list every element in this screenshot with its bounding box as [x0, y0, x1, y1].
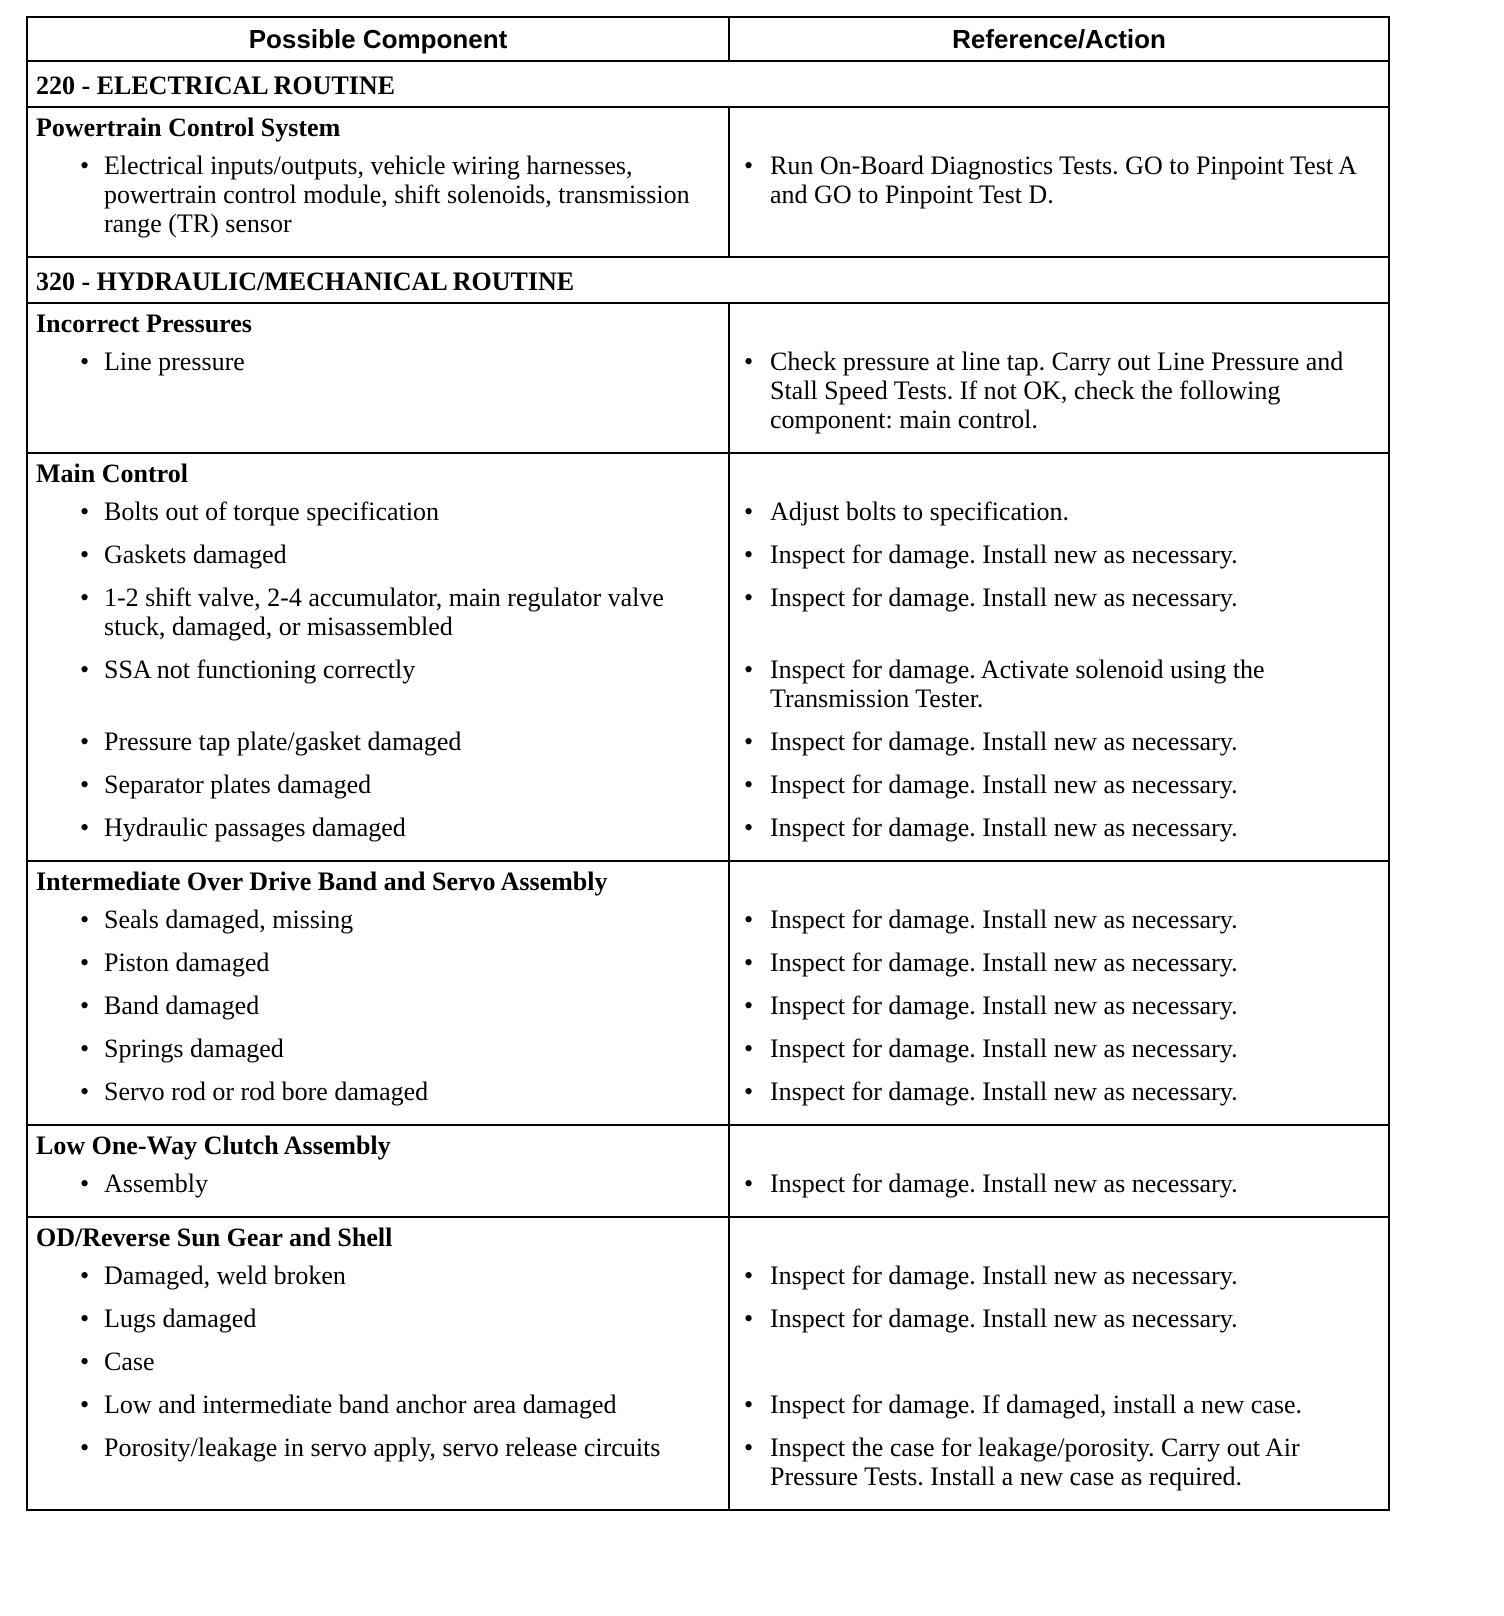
routine-heading: 320 - HYDRAULIC/MECHANICAL ROUTINE	[27, 257, 1389, 303]
component-item	[28, 1034, 728, 1063]
group-title: Incorrect Pressures	[36, 309, 252, 338]
bullet-icon: •	[80, 1261, 90, 1290]
group-title: Powertrain Control System	[36, 113, 341, 142]
component-item	[28, 1390, 728, 1419]
bullet-icon: •	[80, 1034, 90, 1063]
action-cell	[729, 303, 1389, 453]
component-text: Hydraulic passages damaged	[104, 813, 406, 842]
component-text: 1-2 shift valve, 2-4 accumulator, main regulator valve stuck, damaged, or misassembled	[104, 583, 664, 641]
action-text: Inspect for damage. Install new as necessary.	[770, 1304, 1238, 1333]
component-item	[28, 655, 728, 713]
bullet-icon: •	[744, 655, 754, 684]
bullet-icon: •	[80, 1433, 90, 1462]
component-item	[28, 991, 728, 1020]
group-title-spacer	[730, 1126, 1388, 1169]
component-cell	[27, 861, 729, 1125]
bullet-icon: •	[80, 583, 90, 612]
component-item	[28, 905, 728, 934]
action-text: Inspect for damage. Install new as necessary.	[770, 813, 1238, 842]
bullet-icon: •	[744, 1304, 754, 1333]
bullet-icon: •	[744, 813, 754, 842]
component-text: Case	[104, 1347, 155, 1376]
diagnostic-table	[26, 16, 1390, 1511]
component-cell	[27, 107, 729, 257]
component-text: Electrical inputs/outputs, vehicle wiring harnesses, powertrain control module, shift solenoids, transmission range (TR) sensor	[104, 151, 690, 238]
bullet-icon: •	[744, 347, 754, 376]
action-text: Inspect for damage. Install new as necessary.	[770, 1034, 1238, 1063]
action-text: Inspect for damage. Activate solenoid using the Transmission Tester.	[770, 655, 1265, 713]
action-text: Run On-Board Diagnostics Tests. GO to Pinpoint Test A and GO to Pinpoint Test D.	[770, 151, 1356, 209]
component-text: Lugs damaged	[104, 1304, 257, 1333]
group-title-spacer	[730, 304, 1388, 347]
component-text: Band damaged	[104, 991, 260, 1020]
bullet-icon: •	[744, 1169, 754, 1198]
component-group-row	[27, 1217, 1389, 1510]
action-item	[730, 151, 1388, 238]
action-text: Inspect for damage. Install new as necessary.	[770, 948, 1238, 977]
bullet-icon: •	[80, 151, 90, 180]
action-text: Inspect for damage. Install new as necessary.	[770, 770, 1238, 799]
bullet-icon: •	[744, 1261, 754, 1290]
action-item	[730, 583, 1388, 641]
group-title-spacer	[730, 454, 1388, 497]
action-item	[730, 905, 1388, 934]
component-item	[28, 1169, 728, 1198]
component-text: Porosity/leakage in servo apply, servo release circuits	[104, 1433, 661, 1462]
action-item	[730, 655, 1388, 713]
action-text: Adjust bolts to specification.	[770, 497, 1069, 526]
bullet-icon: •	[744, 1077, 754, 1106]
action-text: Inspect the case for leakage/porosity. Carry out Air Pressure Tests. Install a new case as required.	[770, 1433, 1300, 1491]
component-text: Low and intermediate band anchor area damaged	[104, 1390, 617, 1419]
component-text: Pressure tap plate/gasket damaged	[104, 727, 462, 756]
action-item	[730, 497, 1388, 526]
component-text: SSA not functioning correctly	[104, 655, 416, 684]
action-item	[730, 1077, 1388, 1106]
action-text: Inspect for damage. Install new as necessary.	[770, 583, 1238, 612]
routine-row	[27, 61, 1389, 107]
component-group-row	[27, 107, 1389, 257]
action-item	[730, 948, 1388, 977]
bullet-icon: •	[80, 948, 90, 977]
component-item	[28, 770, 728, 799]
routine-row	[27, 257, 1389, 303]
bullet-icon: •	[744, 1390, 754, 1419]
component-text: Bolts out of torque specification	[104, 497, 440, 526]
bullet-icon: •	[744, 1433, 754, 1462]
action-item	[730, 770, 1388, 799]
bullet-icon: •	[744, 540, 754, 569]
action-text: Inspect for damage. Install new as necessary.	[770, 540, 1238, 569]
component-item	[28, 1077, 728, 1106]
action-item	[730, 1347, 1388, 1376]
component-text: Line pressure	[104, 347, 245, 376]
component-item	[28, 727, 728, 756]
bullet-icon: •	[744, 770, 754, 799]
component-item	[28, 347, 728, 434]
action-text: Inspect for damage. Install new as necessary.	[770, 1169, 1238, 1198]
bullet-icon: •	[80, 1169, 90, 1198]
group-title: Main Control	[36, 459, 188, 488]
bullet-icon: •	[80, 497, 90, 526]
component-item	[28, 1304, 728, 1333]
action-text: Inspect for damage. Install new as necessary.	[770, 727, 1238, 756]
group-title: Low One-Way Clutch Assembly	[36, 1131, 391, 1160]
action-item	[730, 727, 1388, 756]
component-text: Seals damaged, missing	[104, 905, 354, 934]
bullet-icon: •	[744, 905, 754, 934]
group-title: Intermediate Over Drive Band and Servo Assembly	[36, 867, 608, 896]
bullet-icon: •	[80, 1077, 90, 1106]
bullet-icon: •	[744, 497, 754, 526]
component-group-row	[27, 861, 1389, 1125]
action-text: Inspect for damage. Install new as necessary.	[770, 905, 1238, 934]
component-cell	[27, 1125, 729, 1217]
component-text: Springs damaged	[104, 1034, 284, 1063]
component-item	[28, 540, 728, 569]
component-group-row	[27, 1125, 1389, 1217]
group-title-spacer	[730, 108, 1388, 151]
component-cell	[27, 453, 729, 861]
header-row	[27, 17, 1389, 61]
action-item	[730, 347, 1388, 434]
component-text: Separator plates damaged	[104, 770, 372, 799]
component-text: Damaged, weld broken	[104, 1261, 346, 1290]
component-text: Assembly	[104, 1169, 208, 1198]
bullet-icon: •	[80, 991, 90, 1020]
bullet-icon: •	[744, 583, 754, 612]
bullet-icon: •	[744, 151, 754, 180]
action-item	[730, 1390, 1388, 1419]
component-item	[28, 497, 728, 526]
component-item	[28, 1433, 728, 1491]
bullet-icon: •	[80, 347, 90, 376]
action-item	[730, 1304, 1388, 1333]
action-cell	[729, 1217, 1389, 1510]
component-item	[28, 151, 728, 238]
action-item	[730, 1169, 1388, 1198]
action-item	[730, 991, 1388, 1020]
bullet-icon: •	[80, 540, 90, 569]
bullet-icon: •	[80, 770, 90, 799]
component-item	[28, 1347, 728, 1376]
action-text: Inspect for damage. If damaged, install a new case.	[770, 1390, 1303, 1419]
action-cell	[729, 453, 1389, 861]
bullet-icon: •	[80, 1390, 90, 1419]
group-title: OD/Reverse Sun Gear and Shell	[36, 1223, 393, 1252]
bullet-icon: •	[80, 905, 90, 934]
component-text: Servo rod or rod bore damaged	[104, 1077, 429, 1106]
group-title-spacer	[730, 862, 1388, 905]
bullet-icon: •	[80, 727, 90, 756]
component-group-row	[27, 453, 1389, 861]
component-item	[28, 813, 728, 842]
component-item	[28, 583, 728, 641]
component-text: Gaskets damaged	[104, 540, 287, 569]
action-item	[730, 1433, 1388, 1491]
action-item	[730, 540, 1388, 569]
bullet-icon: •	[744, 727, 754, 756]
action-text: Inspect for damage. Install new as necessary.	[770, 991, 1238, 1020]
group-title-spacer	[730, 1218, 1388, 1261]
action-cell	[729, 861, 1389, 1125]
bullet-icon: •	[80, 1347, 90, 1376]
bullet-icon: •	[80, 813, 90, 842]
bullet-icon: •	[80, 1304, 90, 1333]
bullet-icon: •	[744, 1034, 754, 1063]
action-item	[730, 1261, 1388, 1290]
action-cell	[729, 107, 1389, 257]
component-text: Piston damaged	[104, 948, 270, 977]
routine-heading: 220 - ELECTRICAL ROUTINE	[27, 61, 1389, 107]
action-text: Check pressure at line tap. Carry out Line Pressure and Stall Speed Tests. If not OK, check the following component: main control.	[770, 347, 1344, 434]
component-cell	[27, 1217, 729, 1510]
component-item	[28, 948, 728, 977]
component-group-row	[27, 303, 1389, 453]
header-possible-component: Possible Component	[27, 17, 729, 61]
bullet-icon: •	[744, 991, 754, 1020]
bullet-icon: •	[80, 655, 90, 684]
action-text: Inspect for damage. Install new as necessary.	[770, 1261, 1238, 1290]
action-item	[730, 813, 1388, 842]
component-cell	[27, 303, 729, 453]
component-item	[28, 1261, 728, 1290]
header-reference-action: Reference/Action	[729, 17, 1389, 61]
action-cell	[729, 1125, 1389, 1217]
bullet-icon: •	[744, 948, 754, 977]
action-text: Inspect for damage. Install new as necessary.	[770, 1077, 1238, 1106]
action-item	[730, 1034, 1388, 1063]
